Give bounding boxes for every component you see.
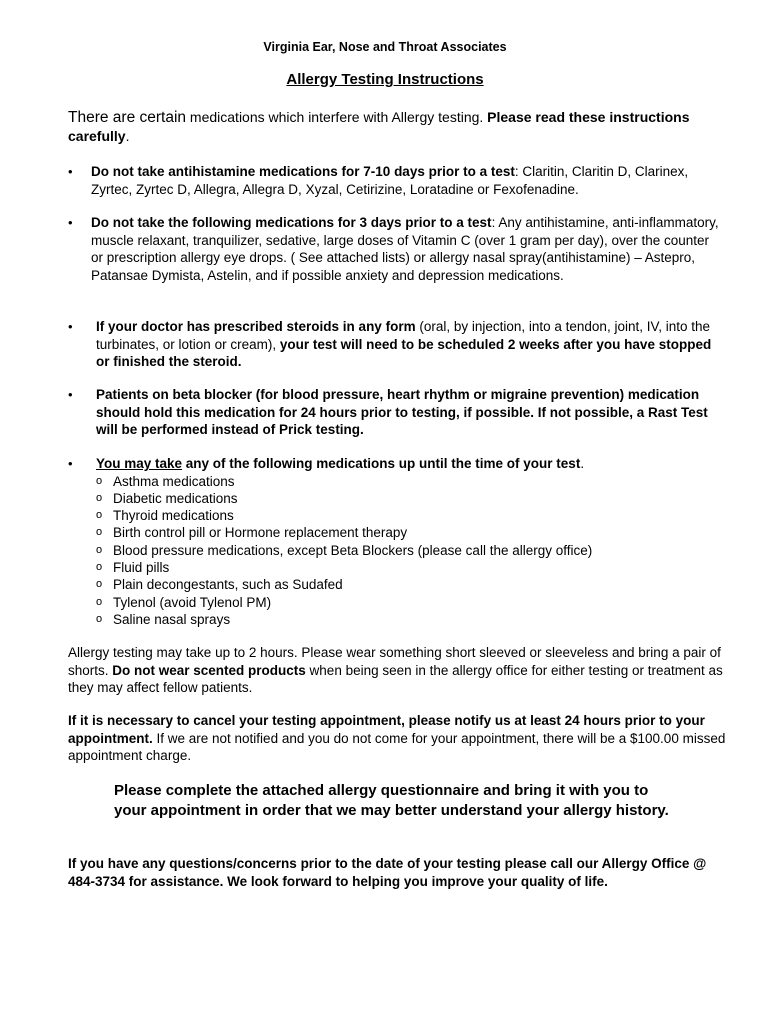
bullet-text: (oral, by injection, into a tendon, joint, IV, into the turbinates, or lotion or cream), xyxy=(96,319,711,352)
allowed-medications-list xyxy=(96,473,724,629)
list-item-text: Plain decongestants, such as Sudafed xyxy=(113,577,343,593)
list-item-text: Saline nasal sprays xyxy=(113,611,231,627)
bullet-text: : Any antihistamine, anti-inflammatory, muscle relaxant, tranquilizer, sedative, large doses of Vitamin C (over 1 gram per day), over the counter or prescription allergy eye drops. ( See attached lists) or allergy nasal spray(antihistamine) – Astepro, Patansae Dymista, Astelin, and if possible anxiety and depression medications. xyxy=(91,215,719,283)
sub-bullet-icon: o xyxy=(96,612,103,625)
questionnaire-notice: Please complete the attached allergy questionnaire and bring it with you to your appointment in order that we may better understand your allergy history. xyxy=(114,782,669,819)
list-item-text: Thyroid medications xyxy=(113,508,234,524)
bullet-icon: • xyxy=(68,387,73,402)
list-item xyxy=(96,559,724,576)
sub-bullet-icon: o xyxy=(96,491,103,504)
page-title: Allergy Testing Instructions xyxy=(286,71,484,88)
instruction-bullet-steroids xyxy=(68,318,724,371)
bullet-bold: Do not take the following medications for 3 days prior to a test xyxy=(91,215,492,230)
intro-end: . xyxy=(125,128,130,144)
bullet-bold: Do not take antihistamine medications for 7-10 days prior to a test xyxy=(91,164,515,179)
sub-bullet-icon: o xyxy=(96,578,103,591)
list-item xyxy=(96,524,724,541)
list-item xyxy=(96,507,724,524)
list-item-text: Fluid pills xyxy=(113,559,170,575)
testing-duration-paragraph xyxy=(68,644,730,697)
bullet-bold: If your doctor has prescribed steroids in any form xyxy=(96,319,416,334)
sub-bullet-icon: o xyxy=(96,509,103,522)
intro-bold: Please read these instructions carefully xyxy=(68,109,690,144)
list-item-text: Birth control pill or Hormone replacement therapy xyxy=(113,525,408,541)
bullet-bold-2: your test will need to be scheduled 2 weeks after you have stopped or finished the steroid. xyxy=(96,336,712,369)
list-item xyxy=(96,490,724,507)
intro-paragraph xyxy=(68,108,728,145)
cancellation-paragraph xyxy=(68,712,730,765)
paragraph-bold: If it is necessary to cancel your testing appointment, please notify us at least 24 hours prior to your appointment. xyxy=(68,713,705,746)
sub-bullet-icon: o xyxy=(96,474,103,487)
instruction-bullet-allowed xyxy=(68,455,724,628)
list-item xyxy=(96,576,724,593)
closing-paragraph: If you have any questions/concerns prior to the date of your testing please call our Allergy Office @ 484-3734 for assistance. We look forward to helping you improve your quality of life. xyxy=(68,856,707,889)
sub-bullet-icon: o xyxy=(96,595,103,608)
list-item-text: Diabetic medications xyxy=(113,490,238,506)
organization-name: Virginia Ear, Nose and Throat Associates xyxy=(263,40,507,54)
instruction-bullet-3-days xyxy=(68,214,724,284)
bullet-text: . xyxy=(580,456,585,471)
list-item xyxy=(96,611,724,628)
bullet-bold: Patients on beta blocker (for blood pressure, heart rhythm or migraine prevention) medication should hold this medication for 24 hours prior to testing, if possible. If not possible, a Rast Test will be performed instead of Prick testing. xyxy=(96,387,708,437)
bullet-icon: • xyxy=(68,319,73,334)
list-item-text: Blood pressure medications, except Beta Blockers (please call the allergy office) xyxy=(113,542,593,558)
sub-bullet-icon: o xyxy=(96,560,103,573)
bullet-bold: any of the following medications up until the time of your test xyxy=(182,456,581,471)
list-item-text: Tylenol (avoid Tylenol PM) xyxy=(113,594,272,610)
list-item-text: Asthma medications xyxy=(113,473,235,489)
intro-text: medications which interfere with Allergy testing. xyxy=(186,109,488,125)
paragraph-text: Allergy testing may take up to 2 hours. Please wear something short sleeved or sleeveless and bring a pair of shorts. xyxy=(68,645,721,678)
bullet-icon: • xyxy=(68,164,73,179)
bullet-icon: • xyxy=(68,215,73,230)
instruction-bullet-beta-blocker xyxy=(68,386,724,439)
instruction-bullet-antihistamine xyxy=(68,163,724,198)
bullet-underline: You may take xyxy=(96,456,183,471)
sub-bullet-icon: o xyxy=(96,543,103,556)
list-item xyxy=(96,594,724,611)
paragraph-text-2: when being seen in the allergy office for either testing or treatment as they may affect fellow patients. xyxy=(68,662,723,695)
bullet-icon: • xyxy=(68,456,73,471)
intro-lead: There are certain xyxy=(68,109,187,126)
paragraph-text: If we are not notified and you do not come for your appointment, there will be a $100.00 missed appointment charge. xyxy=(68,730,726,763)
sub-bullet-icon: o xyxy=(96,526,103,539)
list-item xyxy=(96,542,724,559)
bullet-text: : Claritin, Claritin D, Clarinex, Zyrtec, Zyrtec D, Allegra, Allegra D, Xyzal, Cetirizine, Loratadine or Fexofenadine. xyxy=(91,164,689,197)
list-item xyxy=(96,473,724,490)
paragraph-bold: Do not wear scented products xyxy=(112,662,306,678)
